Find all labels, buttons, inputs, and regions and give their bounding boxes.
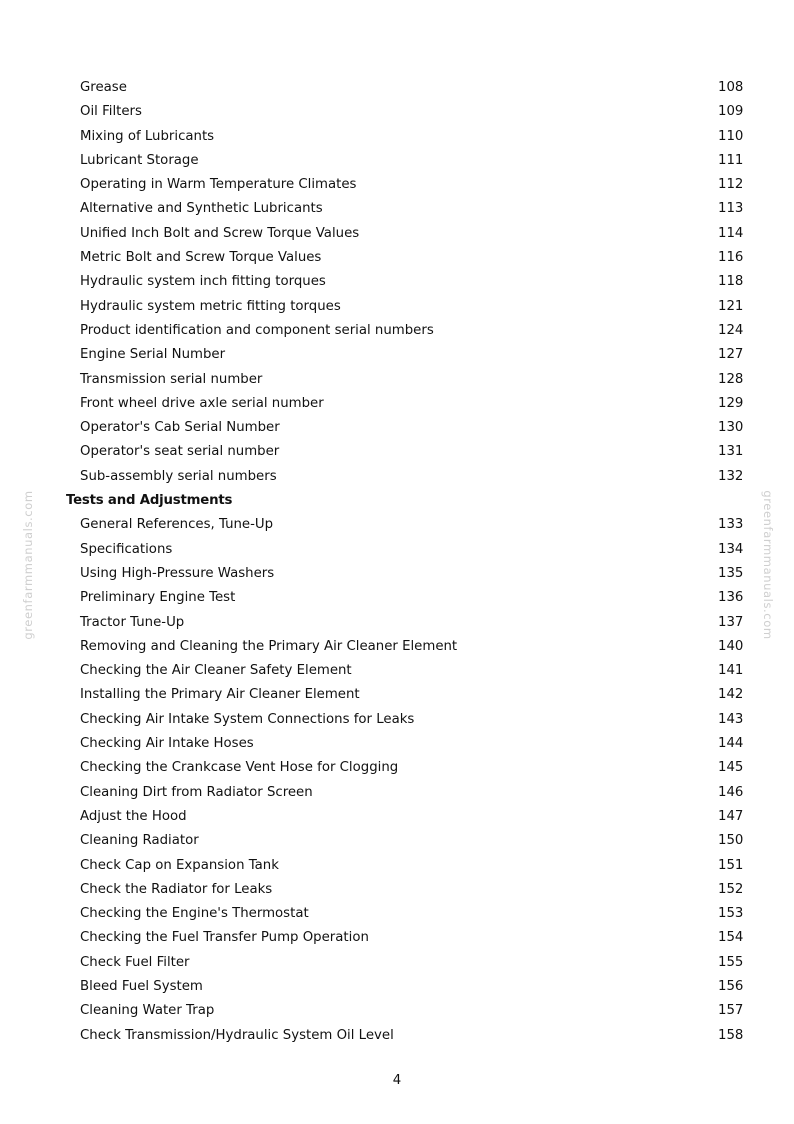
toc-entry-title: Check Cap on Expansion Tank bbox=[80, 857, 279, 873]
toc-entry-page: 141 bbox=[718, 663, 744, 679]
toc-entry-title: Transmission serial number bbox=[80, 371, 263, 387]
watermark-right: greenfarmmanuals.com bbox=[761, 490, 775, 640]
toc-entry-title: Engine Serial Number bbox=[80, 347, 226, 363]
toc-entry-title: Checking the Air Cleaner Safety Element bbox=[80, 663, 352, 679]
toc-entry[interactable] bbox=[0, 878, 794, 902]
toc-entry-page: 110 bbox=[718, 128, 744, 144]
toc-entry-title: Operating in Warm Temperature Climates bbox=[80, 177, 357, 193]
toc-entry-page: 127 bbox=[718, 347, 744, 363]
toc-entry[interactable] bbox=[0, 708, 794, 732]
toc-entry-page: 155 bbox=[718, 954, 744, 970]
toc-entry-page: 113 bbox=[718, 201, 744, 217]
toc-entry-title: Tests and Adjustments bbox=[66, 493, 233, 509]
toc-entry-title: Unified Inch Bolt and Screw Torque Values bbox=[80, 225, 360, 241]
toc-entry-title: Checking Air Intake System Connections for Leaks bbox=[80, 711, 415, 727]
toc-entry-title: Sub-assembly serial numbers bbox=[80, 468, 277, 484]
toc-entry[interactable] bbox=[0, 100, 794, 124]
toc-entry-page: 150 bbox=[718, 833, 744, 849]
watermark-left: greenfarmmanuals.com bbox=[21, 490, 35, 640]
toc-entry[interactable] bbox=[0, 246, 794, 270]
toc-entry-page: 158 bbox=[718, 1027, 744, 1043]
toc-entry-title: Checking the Engine's Thermostat bbox=[80, 906, 309, 922]
toc-entry-title: Cleaning Water Trap bbox=[80, 1003, 215, 1019]
toc-entry-page: 152 bbox=[718, 881, 744, 897]
toc-entry[interactable] bbox=[0, 732, 794, 756]
toc-entry-title: Using High-Pressure Washers bbox=[80, 565, 275, 581]
toc-entry[interactable] bbox=[0, 829, 794, 853]
toc-entry-title: Bleed Fuel System bbox=[80, 978, 203, 994]
toc-entry-page: 121 bbox=[718, 298, 744, 314]
toc-entry-title: Hydraulic system metric fitting torques bbox=[80, 298, 341, 314]
toc-entry-page: 132 bbox=[718, 468, 744, 484]
toc-entry[interactable] bbox=[0, 586, 794, 610]
toc-entry-title: Removing and Cleaning the Primary Air Cleaner Element bbox=[80, 638, 458, 654]
toc-entry-page: 116 bbox=[718, 250, 744, 266]
toc-entry-page: 109 bbox=[718, 104, 744, 120]
toc-entry-title: Grease bbox=[80, 80, 127, 95]
table-of-contents bbox=[0, 76, 794, 1048]
toc-entry-title: Tractor Tune-Up bbox=[80, 614, 185, 630]
toc-entry-page: 131 bbox=[718, 444, 744, 460]
toc-entry[interactable] bbox=[0, 416, 794, 440]
toc-entry[interactable] bbox=[0, 76, 794, 100]
toc-entry[interactable] bbox=[0, 440, 794, 464]
toc-entry-page: 147 bbox=[718, 808, 744, 824]
toc-entry[interactable] bbox=[0, 392, 794, 416]
toc-entry-title: Checking the Crankcase Vent Hose for Clogging bbox=[80, 760, 399, 776]
toc-entry[interactable] bbox=[0, 149, 794, 173]
toc-entry[interactable] bbox=[0, 951, 794, 975]
toc-entry-page: 146 bbox=[718, 784, 744, 800]
toc-entry[interactable] bbox=[0, 756, 794, 780]
toc-entry-page: 140 bbox=[718, 638, 744, 654]
toc-entry[interactable] bbox=[0, 270, 794, 294]
page-number: 4 bbox=[392, 1073, 402, 1088]
toc-entry[interactable] bbox=[0, 805, 794, 829]
toc-entry[interactable] bbox=[0, 659, 794, 683]
toc-entry-title: Alternative and Synthetic Lubricants bbox=[80, 201, 323, 217]
toc-entry[interactable] bbox=[0, 173, 794, 197]
toc-entry[interactable] bbox=[0, 125, 794, 149]
toc-entry[interactable] bbox=[0, 926, 794, 950]
toc-entry[interactable] bbox=[0, 319, 794, 343]
toc-entry-title: Check the Radiator for Leaks bbox=[80, 881, 273, 897]
toc-entry[interactable] bbox=[0, 781, 794, 805]
toc-entry-title: Checking the Fuel Transfer Pump Operation bbox=[80, 930, 369, 946]
toc-entry[interactable] bbox=[0, 1024, 794, 1048]
toc-entry[interactable] bbox=[0, 683, 794, 707]
toc-entry[interactable] bbox=[0, 611, 794, 635]
toc-entry-page: 151 bbox=[718, 857, 744, 873]
toc-entry[interactable] bbox=[0, 854, 794, 878]
toc-section-heading[interactable] bbox=[0, 489, 794, 513]
toc-entry-title: Operator's Cab Serial Number bbox=[80, 420, 280, 436]
toc-entry-page: 145 bbox=[718, 760, 744, 776]
toc-entry-page: 134 bbox=[718, 541, 744, 557]
toc-entry-page: 114 bbox=[718, 225, 744, 241]
toc-entry-page: 136 bbox=[718, 590, 744, 606]
toc-entry-title: Cleaning Dirt from Radiator Screen bbox=[80, 784, 313, 800]
toc-entry-title: Installing the Primary Air Cleaner Element bbox=[80, 687, 360, 703]
toc-entry-title: Checking Air Intake Hoses bbox=[80, 736, 254, 752]
toc-entry-page: 154 bbox=[718, 930, 744, 946]
toc-entry-title: Check Fuel Filter bbox=[80, 954, 190, 970]
toc-entry-title: Lubricant Storage bbox=[80, 152, 199, 168]
toc-entry-page: 129 bbox=[718, 395, 744, 411]
toc-entry-title: Preliminary Engine Test bbox=[80, 590, 236, 606]
toc-entry-page: 156 bbox=[718, 978, 744, 994]
toc-entry-page: 153 bbox=[718, 906, 744, 922]
toc-entry-title: Adjust the Hood bbox=[80, 808, 187, 824]
toc-entry[interactable] bbox=[0, 197, 794, 221]
toc-entry-title: General References, Tune-Up bbox=[80, 517, 274, 533]
toc-entry-page: 111 bbox=[718, 152, 744, 168]
toc-entry[interactable] bbox=[0, 562, 794, 586]
toc-entry-page: 143 bbox=[718, 711, 744, 727]
toc-entry-title: Specifications bbox=[80, 541, 173, 557]
toc-entry-title: Mixing of Lubricants bbox=[80, 128, 215, 144]
toc-entry-title: Oil Filters bbox=[80, 104, 142, 120]
toc-entry-page: 135 bbox=[718, 565, 744, 581]
toc-entry[interactable] bbox=[0, 368, 794, 392]
toc-entry-title: Operator's seat serial number bbox=[80, 444, 280, 460]
toc-entry-page: 112 bbox=[718, 177, 744, 193]
toc-entry-page: 157 bbox=[718, 1003, 744, 1019]
toc-entry-page: 118 bbox=[718, 274, 744, 290]
toc-entry-title: Product identification and component serial numbers bbox=[80, 322, 434, 338]
toc-entry[interactable] bbox=[0, 222, 794, 246]
toc-entry[interactable] bbox=[0, 513, 794, 537]
toc-entry-title: Check Transmission/Hydraulic System Oil Level bbox=[80, 1027, 394, 1043]
toc-entry-page: 137 bbox=[718, 614, 744, 630]
toc-entry-title: Cleaning Radiator bbox=[80, 833, 199, 849]
toc-entry-page: 108 bbox=[718, 80, 744, 95]
toc-entry[interactable] bbox=[0, 295, 794, 319]
toc-entry[interactable] bbox=[0, 902, 794, 926]
toc-entry[interactable] bbox=[0, 538, 794, 562]
toc-entry-page: 128 bbox=[718, 371, 744, 387]
toc-entry-title: Front wheel drive axle serial number bbox=[80, 395, 324, 411]
toc-entry[interactable] bbox=[0, 343, 794, 367]
toc-entry-page: 130 bbox=[718, 420, 744, 436]
toc-entry[interactable] bbox=[0, 975, 794, 999]
toc-entry-title: Metric Bolt and Screw Torque Values bbox=[80, 250, 322, 266]
toc-entry[interactable] bbox=[0, 999, 794, 1023]
toc-entry-page: 142 bbox=[718, 687, 744, 703]
toc-entry-title: Hydraulic system inch fitting torques bbox=[80, 274, 326, 290]
toc-entry[interactable] bbox=[0, 465, 794, 489]
toc-entry-page: 144 bbox=[718, 736, 744, 752]
toc-entry[interactable] bbox=[0, 635, 794, 659]
toc-entry-page: 124 bbox=[718, 322, 744, 338]
toc-entry-page: 133 bbox=[718, 517, 744, 533]
